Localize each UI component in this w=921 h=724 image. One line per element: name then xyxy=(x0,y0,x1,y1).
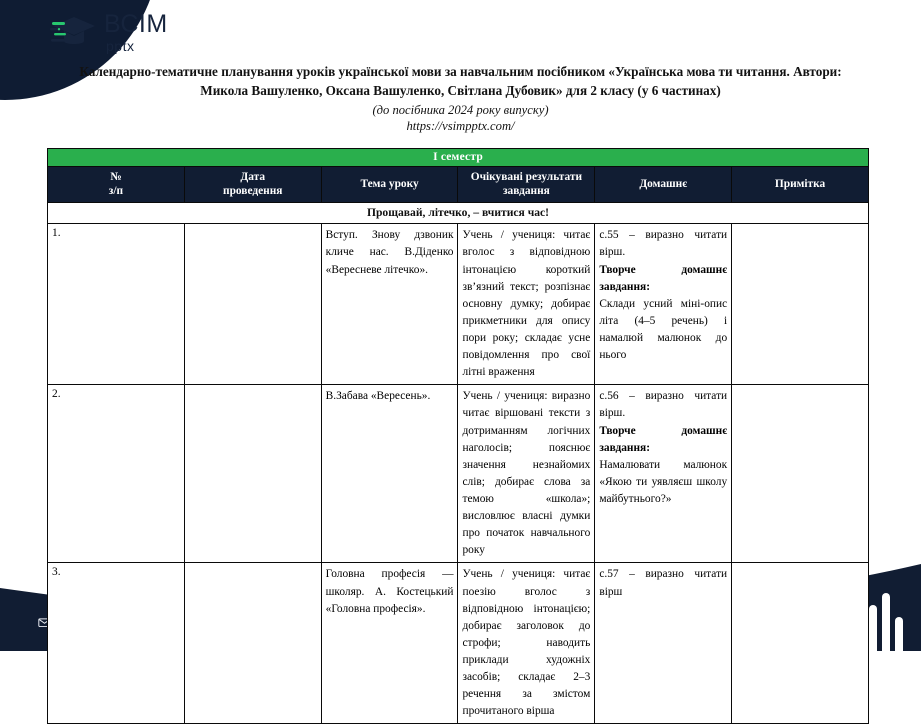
cell-number: 3. xyxy=(48,563,185,724)
column-header-date-line1: Дата xyxy=(240,171,266,183)
graduation-cap-icon xyxy=(50,14,98,52)
cell-results: Учень / учениця: виразно читає віршовані тексти з дотриманням логічних наголосів; пояснює значення незнайомих слів; добирає слова за темою «школа»; висловлює власні думки про початок навчального року xyxy=(458,385,595,563)
homework-title: Творче домашнє завдання: xyxy=(599,263,728,293)
column-header-note: Примітка xyxy=(732,167,869,203)
column-header-row xyxy=(48,167,869,203)
cell-homework xyxy=(595,385,732,563)
semester-label: І семестр xyxy=(48,149,869,167)
column-header-results-line2: завдання xyxy=(502,184,550,197)
column-header-date-line2: проведення xyxy=(223,184,283,197)
table-row xyxy=(48,563,869,724)
section-title-row xyxy=(48,203,869,224)
cell-date[interactable] xyxy=(184,385,321,563)
cell-note[interactable] xyxy=(732,385,869,563)
cell-note[interactable] xyxy=(732,563,869,724)
cell-number: 1. xyxy=(48,224,185,385)
logo-name: ВСІМ xyxy=(104,10,168,38)
page-subtitle: (до посібника 2024 року випуску) xyxy=(372,103,549,118)
column-header-number-line1: № xyxy=(110,171,122,183)
top-left-decoration-block xyxy=(0,0,10,60)
cell-homework xyxy=(595,224,732,385)
brand-logo xyxy=(50,12,168,53)
cell-results: Учень / учениця: читає вголос з відповідною інтонацією короткий зв’язний текст; розпізнає основну думку; добирає прикметники для опису пори року; складає усне повідомлення про свої літні враження xyxy=(458,224,595,385)
homework-plain: с.55 – виразно читати вірш. xyxy=(599,229,728,259)
column-header-homework: Домашнє xyxy=(595,167,732,203)
homework-plain: с.57 – виразно читати вірш xyxy=(599,568,728,598)
column-header-date xyxy=(184,167,321,203)
homework-title: Творче домашнє завдання: xyxy=(599,424,728,454)
column-header-topic: Тема уроку xyxy=(321,167,458,203)
homework-plain: с.56 – виразно читати вірш. xyxy=(599,390,728,420)
cell-topic: В.Забава «Вересень». xyxy=(321,385,458,563)
cell-topic: Вступ. Знову дзвоник кличе нас. В.Діденко «Вересневе літечко». xyxy=(321,224,458,385)
cell-number: 2. xyxy=(48,385,185,563)
lesson-plan-table xyxy=(47,148,869,724)
cell-results: Учень / учениця: читає поезію вголос з відповідною інтонацією; добирає заголовок до строфи; наводить приклади художніх засобів; складає 2–3 речення за змістом прочитаного вірша xyxy=(458,563,595,724)
column-header-results xyxy=(458,167,595,203)
cell-note[interactable] xyxy=(732,224,869,385)
logo-subtext: pptx xyxy=(106,38,135,54)
homework-body: Склади усний міні-опис літа (4–5 речень) і намалюй малюнок до нього xyxy=(599,297,728,362)
lesson-plan-table-container xyxy=(47,148,869,724)
semester-header-row xyxy=(48,149,869,167)
cell-date[interactable] xyxy=(184,563,321,724)
cell-topic: Головна професія — школяр. А. Костецький «Головна професія». xyxy=(321,563,458,724)
homework-body: Намалювати малюнок «Якою ти уявляєш школу майбутнього?» xyxy=(599,458,728,506)
table-row xyxy=(48,385,869,563)
page-url: https://vsimpptx.com/ xyxy=(406,119,515,134)
column-header-number xyxy=(48,167,185,203)
page-title: Календарно-тематичне планування уроків української мови за навчальним посібником «Українська мова ти читання. Автори: Микола Вашуленко, Оксана Вашуленко, Світлана Дубовик» для 2 класу (у 6 частинах) xyxy=(79,64,842,99)
table-row xyxy=(48,224,869,385)
section-title: Прощавай, літечко, – вчитися час! xyxy=(48,203,869,224)
cell-date[interactable] xyxy=(184,224,321,385)
title-block xyxy=(0,62,921,134)
cell-homework xyxy=(595,563,732,724)
column-header-results-line1: Очікувані результати xyxy=(470,171,583,183)
column-header-number-line2: з/п xyxy=(108,184,124,197)
